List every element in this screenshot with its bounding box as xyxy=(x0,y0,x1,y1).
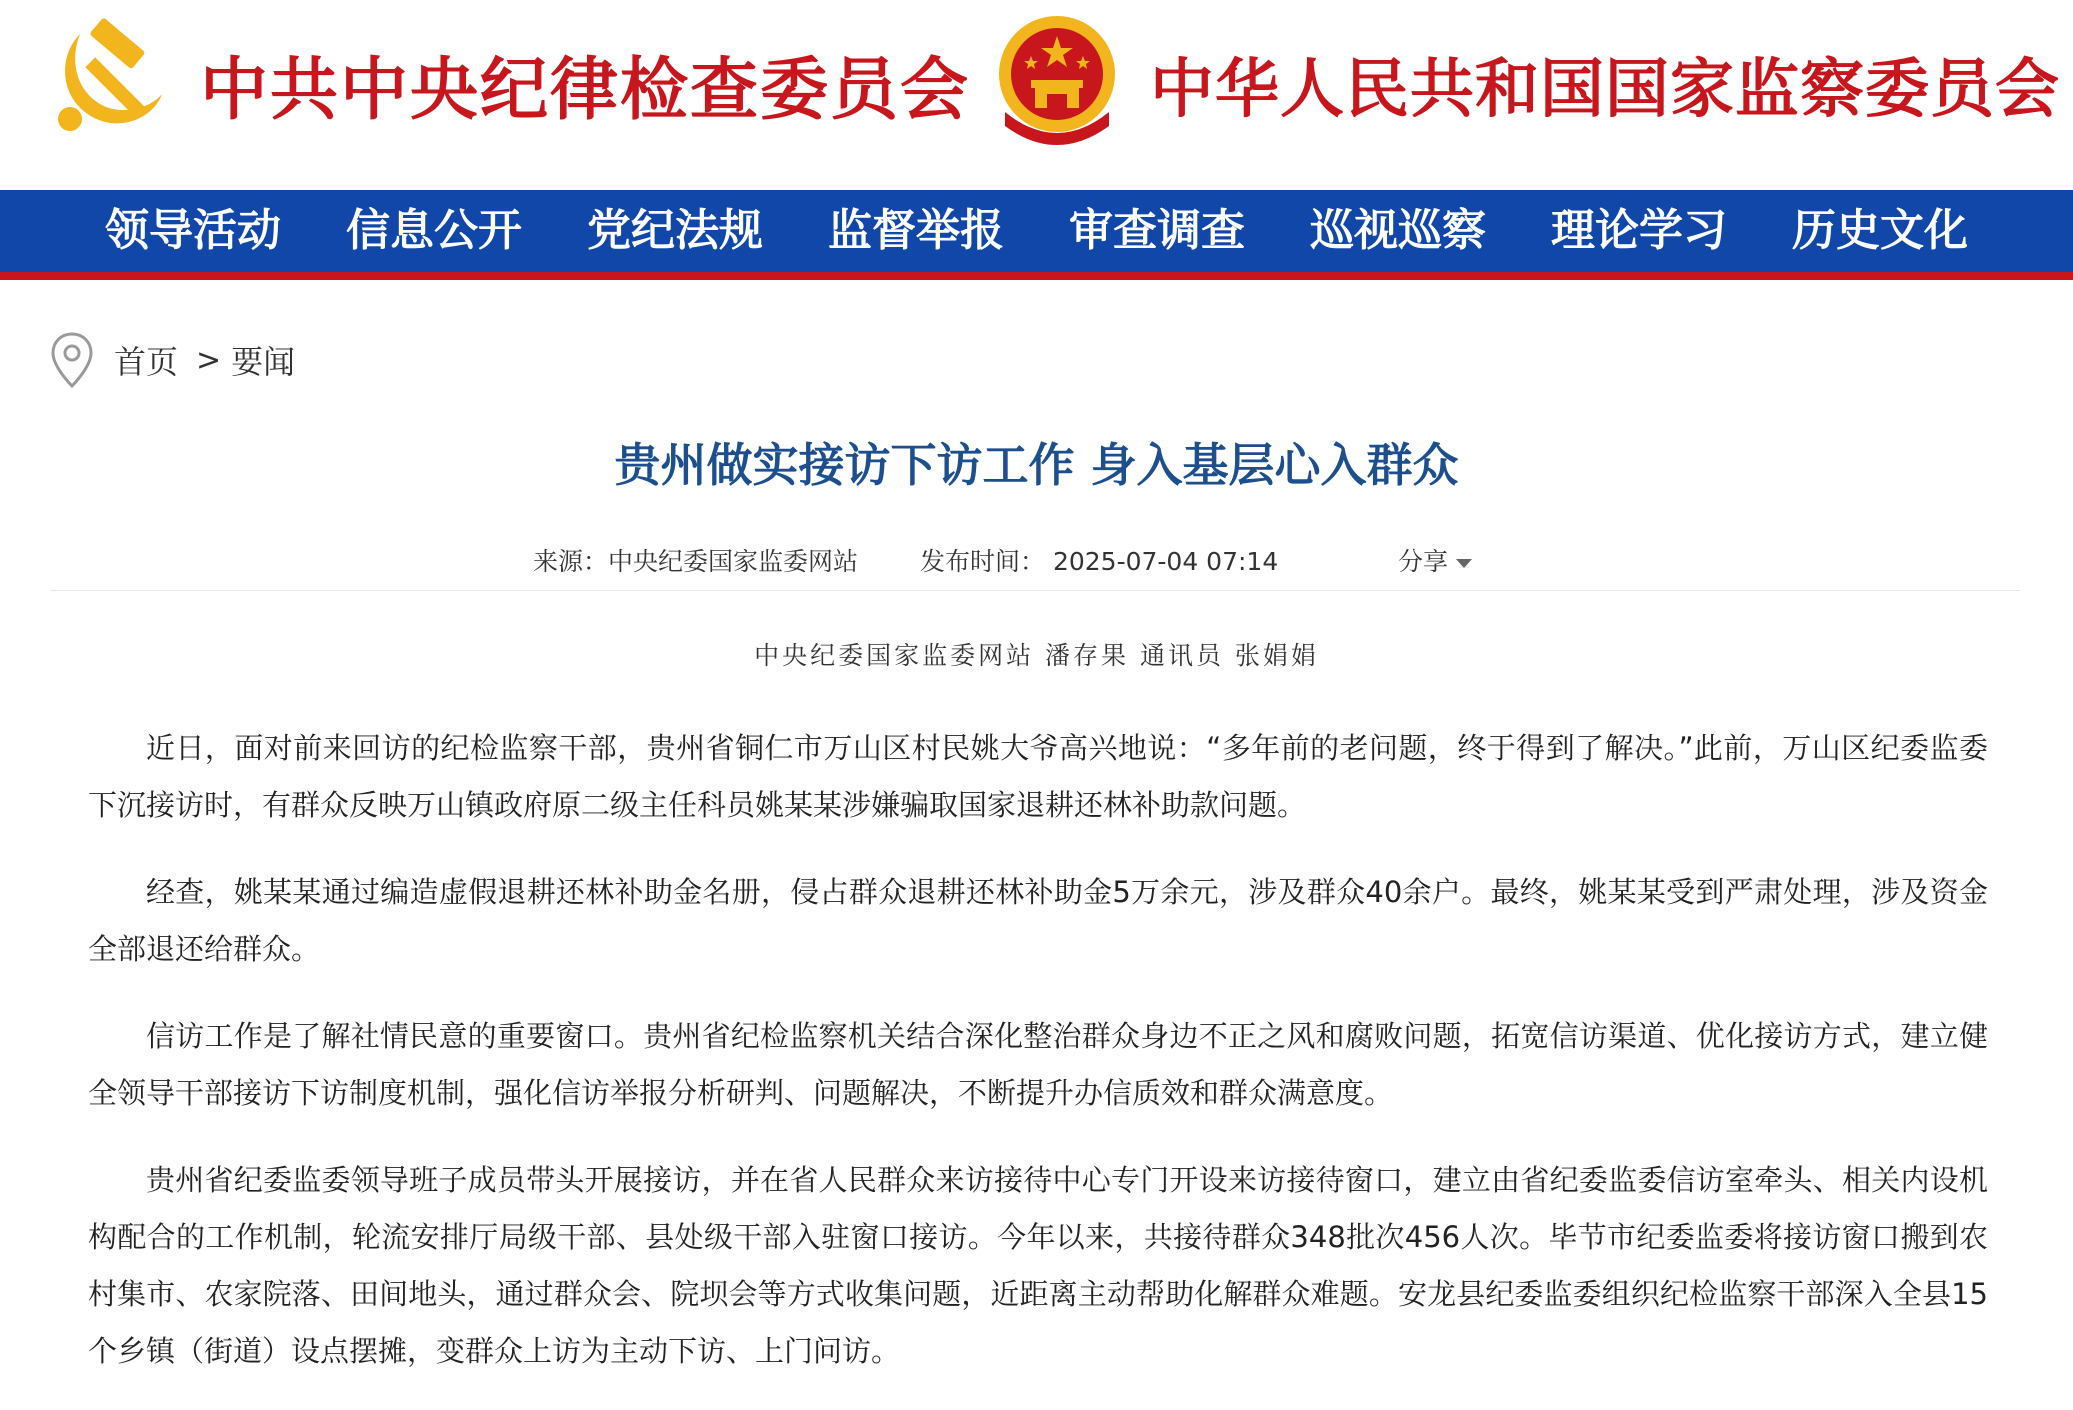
article-body xyxy=(88,720,1988,1410)
national-emblem-icon xyxy=(995,14,1120,146)
main-nav xyxy=(0,190,2073,280)
nav-item-leadership[interactable]: 领导活动 xyxy=(105,205,281,256)
nav-item-regulations[interactable]: 党纪法规 xyxy=(587,205,763,256)
nav-item-information[interactable]: 信息公开 xyxy=(346,205,522,256)
article-source: 来源：中央纪委国家监委网站 xyxy=(533,547,859,576)
article-publish-time: 发布时间： 2025-07-04 07:14 xyxy=(920,547,1279,576)
nav-item-theory[interactable]: 理论学习 xyxy=(1551,205,1727,256)
chevron-down-icon xyxy=(1456,559,1472,568)
share-button[interactable] xyxy=(1398,542,1472,578)
breadcrumb xyxy=(50,330,295,390)
breadcrumb-home-link[interactable]: 首页 xyxy=(114,343,179,381)
article-paragraph: 信访工作是了解社情民意的重要窗口。贵州省纪检监察机关结合深化整治群众身边不正之风和腐败问题，拓宽信访渠道、优化接访方式，建立健全领导干部接访下访制度机制，强化信访举报分析研判、问题解决，不断提升办信质效和群众满意度。 xyxy=(88,1019,1988,1110)
article-title: 贵州做实接访下访工作 身入基层心入群众 xyxy=(614,438,1459,492)
breadcrumb-separator: > xyxy=(196,342,222,378)
nav-item-investigation[interactable]: 审查调查 xyxy=(1069,205,1245,256)
article-paragraph: 近日，面对前来回访的纪检监察干部，贵州省铜仁市万山区村民姚大爷高兴地说：“多年前的老问题，终于得到了解决。”此前，万山区纪委监委下沉接访时，有群众反映万山镇政府原二级主任科员姚某某涉嫌骗取国家退耕还林补助款问题。 xyxy=(88,731,1988,822)
share-label: 分享 xyxy=(1398,547,1449,576)
state-commission-title: 中华人民共和国国家监察委员会 xyxy=(1150,52,2060,127)
site-header xyxy=(0,0,2073,190)
article-paragraph: 经查，姚某某通过编造虚假退耕还林补助金名册，侵占群众退耕还林补助金5万余元，涉及群众40余户。最终，姚某某受到严肃处理，涉及资金全部退还给群众。 xyxy=(88,875,1988,966)
meta-divider xyxy=(50,590,2020,591)
article-paragraph: 贵州省纪委监委领导班子成员带头开展接访，并在省人民群众来访接待中心专门开设来访接待窗口，建立由省纪委监委信访室牵头、相关内设机构配合的工作机制，轮流安排厅局级干部、县处级干部入驻窗口接访。今年以来，共接待群众348批次456人次。毕节市纪委监委将接访窗口搬到农村集市、农家院落、田间地头，通过群众会、院坝会等方式收集问题，近距离主动帮助化解群众难题。安龙县纪委监委组织纪检监察干部深入全县15个乡镇（街道）设点摆摊，变群众上访为主动下访、上门问访。 xyxy=(88,1163,1988,1368)
article-meta xyxy=(0,536,2073,580)
party-commission-title: 中共中央纪律检查委员会 xyxy=(200,50,971,130)
nav-item-history[interactable]: 历史文化 xyxy=(1792,205,1968,256)
article-byline: 中央纪委国家监委网站 潘存果 通讯员 张娟娟 xyxy=(754,641,1319,670)
nav-item-report[interactable]: 监督举报 xyxy=(828,205,1004,256)
location-pin-icon xyxy=(50,331,94,389)
party-emblem-icon xyxy=(50,14,175,139)
nav-item-inspection[interactable]: 巡视巡察 xyxy=(1310,205,1486,256)
breadcrumb-current-link[interactable]: 要闻 xyxy=(231,343,296,381)
